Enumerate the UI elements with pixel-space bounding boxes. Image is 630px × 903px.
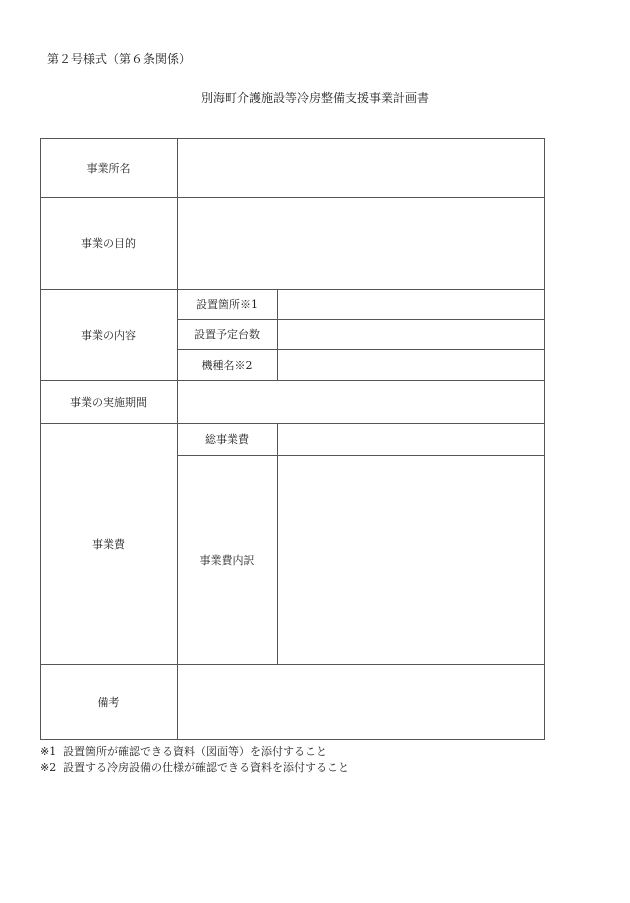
form-number: 第２号様式（第６条関係）	[47, 52, 192, 66]
footnote	[40, 760, 349, 776]
business-name-label: 事業所名	[86, 161, 131, 175]
total-cost-field[interactable]	[278, 424, 544, 455]
remarks-label: 備考	[97, 695, 120, 709]
period-field[interactable]	[178, 381, 544, 423]
footnotes	[40, 744, 349, 776]
page-title: 別海町介護施設等冷房整備支援事業計画書	[200, 91, 429, 105]
cost-label: 事業費	[92, 537, 125, 551]
purpose-field[interactable]	[178, 198, 544, 289]
footnote-mark: ※1	[40, 745, 57, 758]
business-name-field[interactable]	[178, 139, 544, 197]
period-label: 事業の実施期間	[70, 395, 147, 409]
table-border-right	[544, 138, 545, 740]
plan-table	[40, 138, 545, 740]
footnote-text: 設置箇所が確認できる資料（図面等）を添付すること	[63, 745, 327, 758]
cost-breakdown-label: 事業費内訳	[199, 553, 255, 567]
purpose-label: 事業の目的	[81, 237, 136, 250]
planned-units-label: 設置予定台数	[194, 328, 260, 341]
total-cost-label: 総事業費	[205, 433, 249, 446]
model-label: 機種名※2	[201, 358, 253, 372]
footnote-mark: ※2	[40, 761, 57, 774]
table-border-bottom	[40, 739, 545, 740]
footnote	[40, 744, 349, 760]
content-label: 事業の内容	[81, 328, 136, 342]
model-field[interactable]	[278, 350, 544, 380]
location-field[interactable]	[278, 290, 544, 319]
cost-breakdown-field[interactable]	[278, 456, 544, 664]
location-label: 設置箇所※1	[196, 298, 258, 311]
planned-units-field[interactable]	[278, 320, 544, 349]
remarks-field[interactable]	[178, 665, 544, 739]
footnote-text: 設置する冷房設備の仕様が確認できる資料を添付すること	[63, 761, 349, 774]
